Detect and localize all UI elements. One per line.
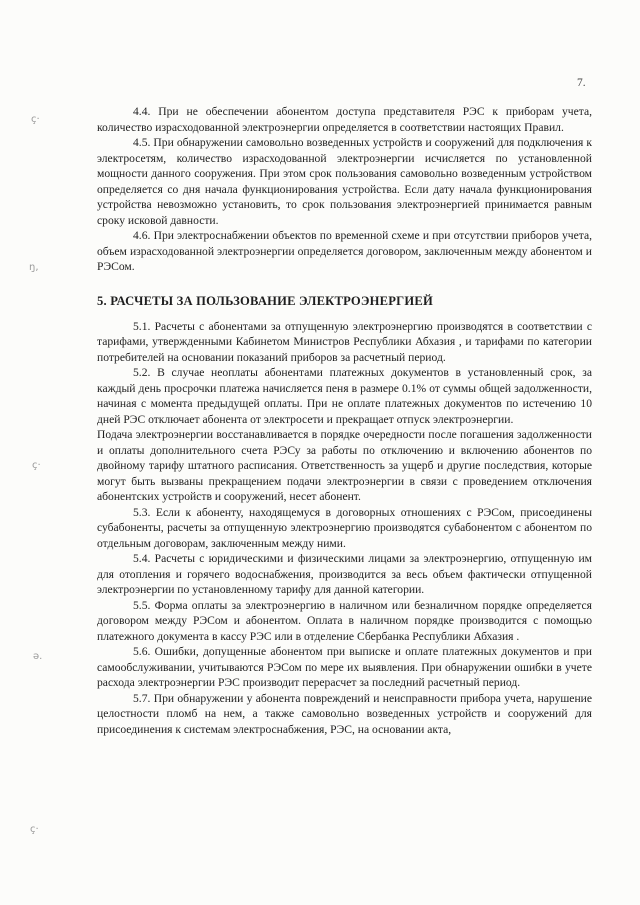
paragraph-5-7: 5.7. При обнаружении у абонента повреждений и неисправности прибора учета, нарушение целостности пломб на нем, а также самовольно возведенных устройств и сооружений для присоединения к системам электроснабжения, РЭС, на основании акта,	[97, 691, 592, 736]
paragraph-5-5: 5.5. Форма оплаты за электроэнергию в наличном или безналичном порядке определяется договором между РЭСом и абонентом. Оплата в наличном порядке производится с помощью платежного документа в кассу РЭС или в отделение Сбербанка Республики Абхазия .	[97, 598, 592, 643]
document-body	[97, 104, 592, 737]
margin-mark: ŋ,	[29, 262, 39, 273]
paragraph-5-2: 5.2. В случае неоплаты абонентами платежных документов в установленный срок, за каждый день просрочки платежа начисляется пеня в размере 0.1% от суммы общей задолженности, начиная с момента предыдущей оплаты. При не оплате платежных документов по истечению 10 дней РЭС отключает абонента от электросети и прекращает отпуск электроэнергии.	[97, 366, 592, 426]
margin-mark: ə.	[33, 651, 43, 662]
paragraph-4-5: 4.5. При обнаружении самовольно возведенных устройств и сооружений для подключения к электросетям, количество израсходованной электроэнергии исчисляется по установленной мощности данного сооружения. При этом срок пользования самовольно возведенным устройством определяется со дня начала функционирования устройства. Если дату начала функционирования устройства невозможно установить, то срок пользования электроэнергией принимается равным сроку исковой давности.	[97, 136, 592, 227]
paragraph-5-2-continued: Подача электроэнергии восстанавливается в порядке очередности после погашения задолженности и оплаты дополнительного счета РЭСу за работы по отключению и включению абонентов по двойному тарифу штатного расписания. Ответственность за ущерб и другие последствия, которые могут быть вызваны прекращением подачи электроэнергии в связи с проведением отключения абонентских устройств и сооружений, несет абонент.	[97, 428, 592, 503]
paragraph-5-4: 5.4. Расчеты с юридическими и физическими лицами за электроэнергию, отпущенную им для отопления и горячего водоснабжения, производится за весь объем фактически отпущенной электроэнергии по установленному тарифу для данной категории.	[97, 552, 592, 596]
margin-mark: ç·	[32, 460, 41, 471]
paragraph-5-6: 5.6. Ошибки, допущенные абонентом при выписке и оплате платежных документов и при самообслуживании, учитываются РЭСом по мере их выявления. При обнаружении ошибки в учете расхода электроэнергии РЭС производит перерасчет за последний расчетный период.	[97, 645, 592, 689]
section-heading: 5. РАСЧЕТЫ ЗА ПОЛЬЗОВАНИЕ ЭЛЕКТРОЭНЕРГИЕЙ	[97, 293, 433, 308]
paragraph-4-4: 4.4. При не обеспечении абонентом доступа представителя РЭС к приборам учета, количество израсходованной электроэнергии определяется в соответствии настоящих Правил.	[97, 105, 592, 134]
paragraph-5-3: 5.3. Если к абоненту, находящемуся в договорных отношениях с РЭСом, присоединены субабоненты, расчеты за отпущенную электроэнергию производятся субабонентом с абонентом по отдельным договорам, заключенным между ними.	[97, 505, 592, 550]
paragraph-5-1: 5.1. Расчеты с абонентами за отпущенную электроэнергию производятся в соответствии с тарифами, утвержденными Кабинетом Министров Республики Абхазия , и тарифами по категории потребителей на основании показаний приборов за расчетный период.	[97, 319, 592, 364]
page-number: 7.	[577, 77, 586, 89]
margin-mark: ç·	[31, 114, 40, 125]
margin-mark: ç·	[30, 824, 39, 835]
paragraph-4-6: 4.6. При электроснабжении объектов по временной схеме и при отсутствии приборов учета, объем израсходованной электроэнергии определяется договором, заключенным между абонентом и РЭСом.	[97, 229, 592, 273]
